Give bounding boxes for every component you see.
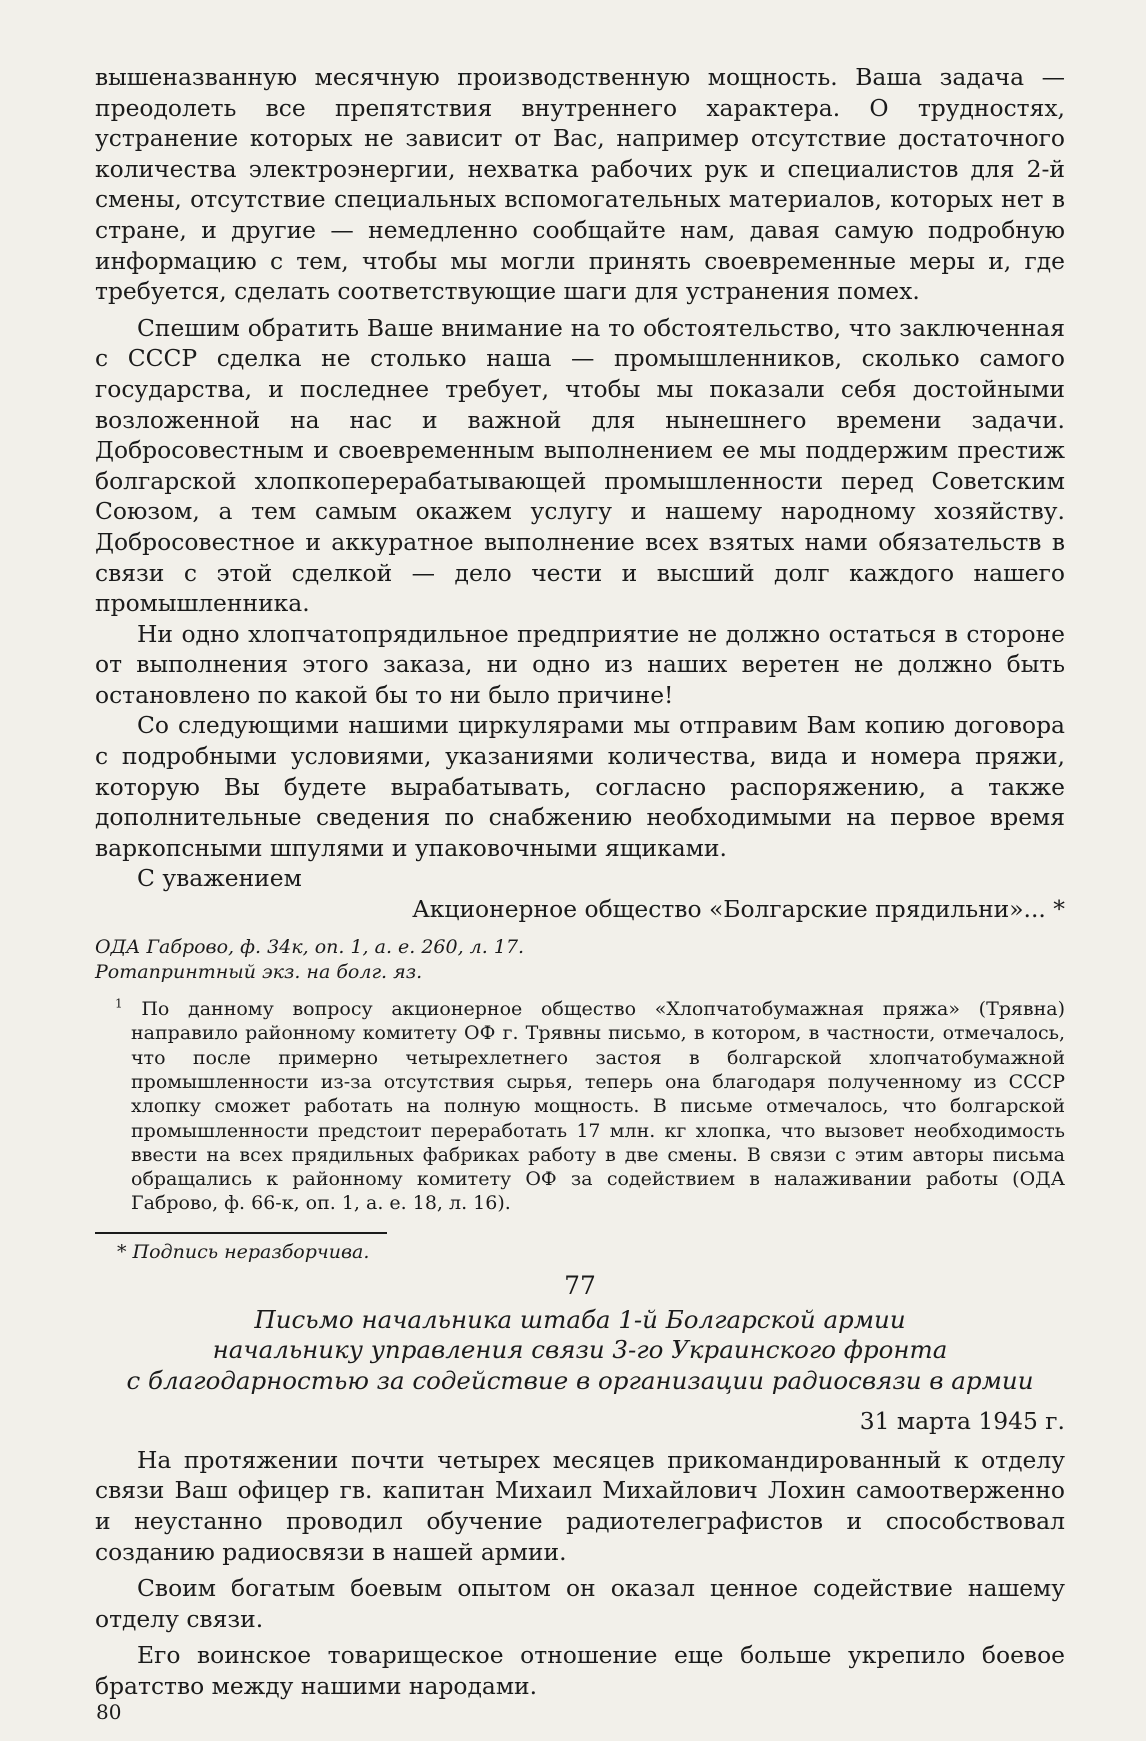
copy-type-note: Ротапринтный экз. на болг. яз. <box>95 961 423 984</box>
footnote-divider <box>95 1232 387 1234</box>
document-page <box>95 62 1065 1702</box>
letter-paragraph-4: Со следующими нашими циркулярами мы отправим Вам копию договора с подробными условиями, указаниями количества, вида и номера пряжи, которую Вы будете вырабатывать, согласно распоряжению, а также дополнительные сведения по снабжению необходимыми на первое время варкопсными шпулями и упаковочными ящиками. <box>95 711 1065 862</box>
footnote <box>95 997 1065 1216</box>
letter-paragraph-1: вышеназванную месячную производственную мощность. Ваша задача — преодолеть все препятствия внутреннего характера. О трудностях, устранение которых не зависит от Вас, например отсутствие достаточного количества электроэнергии, нехватка рабочих рук и специалистов для 2-й смены, отсутствие специальных вспомогательных материалов, которых нет в стране, и другие — немедленно сообщайте нам, давая самую подробную информацию с тем, чтобы мы могли принять своевременные меры и, где требуется, сделать соответствующие шаги для устранения помех. <box>95 63 1065 306</box>
page-number: 80 <box>96 1700 122 1724</box>
document-date: 31 марта 1945 г. <box>859 1407 1065 1436</box>
letter-signature: Акционерное общество «Болгарские прядильни»... * <box>412 895 1065 924</box>
closing-salutation: С уважением <box>137 864 302 893</box>
archive-source: ОДА Габрово, ф. 34к, оп. 1, а. е. 260, л. 17. <box>95 936 525 959</box>
document-number: 77 <box>564 1270 596 1300</box>
document-title-line-1: Письмо начальника штаба 1-й Болгарской армии <box>254 1304 906 1334</box>
letter-closing <box>95 863 1065 894</box>
doc77-paragraph-3: Его воинское товарищеское отношение еще больше укрепило боевое братство между нашими народами. <box>95 1641 1065 1700</box>
document-title-line-2: начальнику управления связи 3-го Украинского фронта <box>212 1335 948 1365</box>
signature-note: * Подпись неразборчива. <box>117 1240 370 1263</box>
letter-paragraph-3: Ни одно хлопчатопрядильное предприятие не должно остаться в стороне от выполнения этого заказа, ни одно из наших веретен не должно быть остановлено по какой бы то ни было причине! <box>95 619 1065 709</box>
footnote-text: По данному вопросу акционерное общество «Хлопчатобумажная пряжа» (Трявна) направило районному комитету ОФ г. Трявны письмо, в котором, в частности, отмечалось, что после примерно четырехлетнего застоя в болгарской хлопчатобумажной промышленности из-за отсутствия сырья, теперь она благодаря полученному из СССР хлопку сможет работать на полную мощность. В письме отмечалось, что болгарской промышленности предстоит переработать 17 млн. кг хлопка, что вызовет необходимость ввести на всех прядильных фабриках работу в две смены. В связи с этим авторы письма обращались к районному комитету ОФ за содействием в налаживании работы (ОДА Габрово, ф. 66-к, оп. 1, а. е. 18, л. 16). <box>131 998 1065 1215</box>
footnote-marker: 1 <box>115 996 123 1011</box>
doc77-paragraph-1: На протяжении почти четырех месяцев прикомандированный к отделу связи Ваш офицер гв. капитан Михаил Михайлович Лохин самоотверженно и неустанно проводил обучение радиотелеграфистов и способствовал созданию радиосвязи в нашей армии. <box>95 1445 1065 1566</box>
doc77-paragraph-2: Своим богатым боевым опытом он оказал ценное содействие нашему отделу связи. <box>95 1574 1065 1633</box>
letter-paragraph-2: Спешим обратить Ваше внимание на то обстоятельство, что заключенная с СССР сделка не столько наша — промышленников, сколько самого государства, и последнее требует, чтобы мы показали себя достойными возложенной на нас и важной для нынешнего времени задачи. Добросовестным и своевременным выполнением ее мы поддержим престиж болгарской хлопкоперерабатывающей промышленности перед Советским Союзом, а тем самым окажем услугу и нашему народному хозяйству. Добросовестное и аккуратное выполнение всех взятых нами обязательств в связи с этой сделкой — дело чести и высший долг каждого нашего промышленника. <box>95 313 1065 618</box>
document-title-line-3: с благодарностью за содействие в организации радиосвязи в армии <box>126 1365 1034 1395</box>
